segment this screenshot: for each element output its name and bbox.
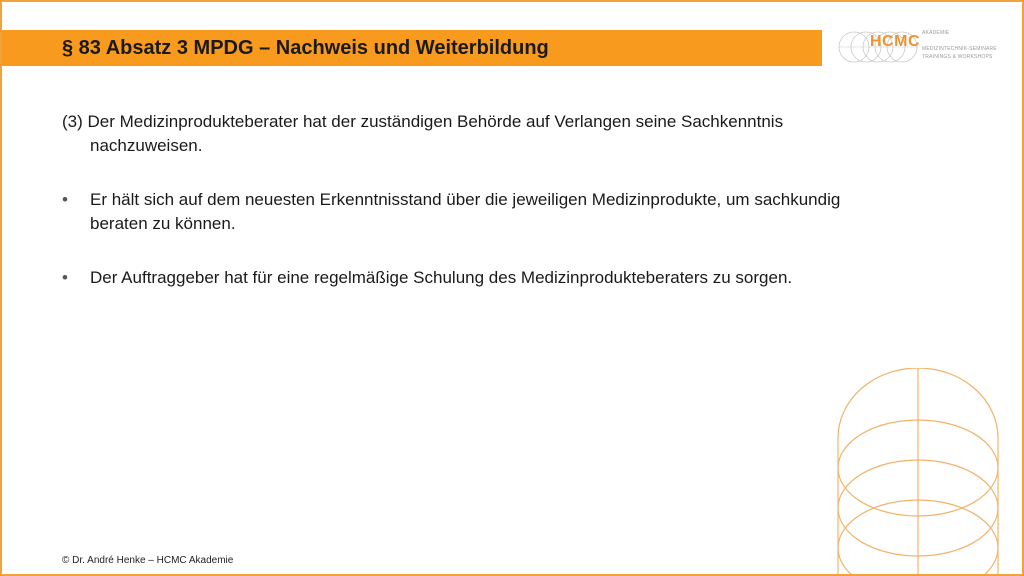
bullet-item xyxy=(62,266,962,290)
numbered-paragraph xyxy=(62,110,962,158)
logo-line-trainings: TRAININGS & WORKSHOPS xyxy=(922,54,993,60)
bullet-text-line-1: Er hält sich auf dem neuesten Erkenntnisstand über die jeweiligen Medizinprodukte, um sachkundig xyxy=(90,190,841,209)
bullet-text-line-1: Der Auftraggeber hat für eine regelmäßige Schulung des Medizinprodukteberaters zu sorgen. xyxy=(90,268,793,287)
bullet-icon: • xyxy=(62,190,68,209)
hcmc-logo xyxy=(836,28,1006,66)
bullet-item xyxy=(62,188,962,236)
logo-line-akademie: AKADEMIE xyxy=(922,30,950,36)
bullet-text-line-2: beraten zu können. xyxy=(90,214,236,233)
paragraph-text-line-2: nachzuweisen. xyxy=(90,136,203,155)
title-bar xyxy=(2,30,822,66)
slide-content xyxy=(62,110,962,320)
footer-copyright: © Dr. André Henke – HCMC Akademie xyxy=(62,555,234,566)
decorative-circles-icon xyxy=(834,368,1002,576)
logo-line-seminare: MEDIZINTECHNIK-SEMINARE xyxy=(922,46,997,52)
slide-title: § 83 Absatz 3 MPDG – Nachweis und Weiterbildung xyxy=(62,37,549,59)
logo-wordmark: HCMC xyxy=(870,33,920,50)
paragraph-number: (3) xyxy=(62,112,83,131)
paragraph-text-line-1: Der Medizinprodukteberater hat der zuständigen Behörde auf Verlangen seine Sachkenntnis xyxy=(87,112,784,131)
bullet-icon: • xyxy=(62,268,68,287)
